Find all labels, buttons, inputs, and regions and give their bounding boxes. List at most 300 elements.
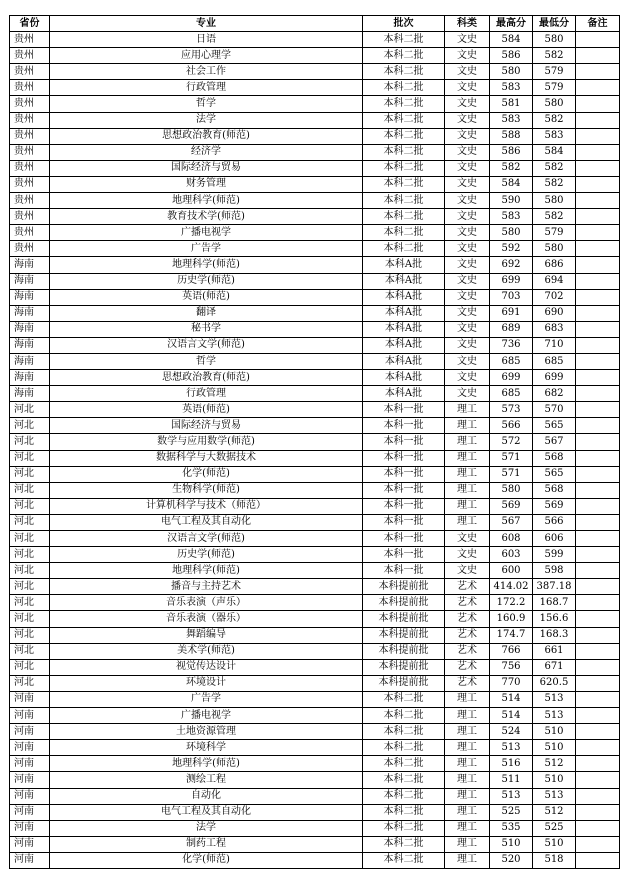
cell-min-score: 570 bbox=[533, 402, 576, 418]
cell-min-score: 584 bbox=[533, 144, 576, 160]
header-remarks: 备注 bbox=[576, 16, 620, 32]
cell-category: 文史 bbox=[445, 305, 490, 321]
cell-category: 理工 bbox=[445, 434, 490, 450]
cell-category: 文史 bbox=[445, 193, 490, 209]
cell-category: 文史 bbox=[445, 273, 490, 289]
cell-batch: 本科提前批 bbox=[363, 675, 445, 691]
cell-remarks bbox=[576, 289, 620, 305]
cell-batch: 本科A批 bbox=[363, 273, 445, 289]
cell-remarks bbox=[576, 627, 620, 643]
cell-province: 海南 bbox=[10, 386, 50, 402]
cell-province: 海南 bbox=[10, 305, 50, 321]
cell-max-score: 583 bbox=[490, 80, 533, 96]
table-row bbox=[10, 531, 620, 547]
cell-batch: 本科二批 bbox=[363, 820, 445, 836]
cell-category: 艺术 bbox=[445, 675, 490, 691]
cell-min-score: 702 bbox=[533, 289, 576, 305]
table-row bbox=[10, 482, 620, 498]
cell-max-score: 569 bbox=[490, 498, 533, 514]
cell-remarks bbox=[576, 321, 620, 337]
cell-remarks bbox=[576, 370, 620, 386]
cell-max-score: 524 bbox=[490, 724, 533, 740]
cell-province: 海南 bbox=[10, 337, 50, 353]
table-row bbox=[10, 418, 620, 434]
cell-category: 文史 bbox=[445, 160, 490, 176]
table-row bbox=[10, 611, 620, 627]
cell-max-score: 770 bbox=[490, 675, 533, 691]
cell-batch: 本科二批 bbox=[363, 176, 445, 192]
cell-remarks bbox=[576, 724, 620, 740]
header-province: 省份 bbox=[10, 16, 50, 32]
cell-batch: 本科A批 bbox=[363, 321, 445, 337]
cell-province: 贵州 bbox=[10, 112, 50, 128]
cell-province: 河南 bbox=[10, 691, 50, 707]
cell-category: 文史 bbox=[445, 96, 490, 112]
cell-min-score: 710 bbox=[533, 337, 576, 353]
cell-remarks bbox=[576, 176, 620, 192]
cell-remarks bbox=[576, 337, 620, 353]
cell-major: 制药工程 bbox=[50, 836, 363, 852]
cell-remarks bbox=[576, 402, 620, 418]
cell-batch: 本科一批 bbox=[363, 402, 445, 418]
cell-province: 贵州 bbox=[10, 193, 50, 209]
cell-category: 理工 bbox=[445, 804, 490, 820]
cell-remarks bbox=[576, 788, 620, 804]
cell-province: 贵州 bbox=[10, 80, 50, 96]
cell-category: 理工 bbox=[445, 820, 490, 836]
cell-major: 广告学 bbox=[50, 241, 363, 257]
cell-min-score: 682 bbox=[533, 386, 576, 402]
cell-category: 理工 bbox=[445, 514, 490, 530]
cell-max-score: 699 bbox=[490, 370, 533, 386]
cell-min-score: 580 bbox=[533, 241, 576, 257]
table-row bbox=[10, 353, 620, 369]
cell-batch: 本科一批 bbox=[363, 434, 445, 450]
cell-max-score: 566 bbox=[490, 418, 533, 434]
cell-batch: 本科二批 bbox=[363, 691, 445, 707]
table-row bbox=[10, 820, 620, 836]
cell-remarks bbox=[576, 820, 620, 836]
cell-category: 文史 bbox=[445, 337, 490, 353]
table-row bbox=[10, 257, 620, 273]
cell-min-score: 685 bbox=[533, 353, 576, 369]
cell-category: 文史 bbox=[445, 209, 490, 225]
cell-province: 海南 bbox=[10, 289, 50, 305]
table-row bbox=[10, 96, 620, 112]
cell-max-score: 535 bbox=[490, 820, 533, 836]
cell-remarks bbox=[576, 241, 620, 257]
cell-remarks bbox=[576, 450, 620, 466]
cell-remarks bbox=[576, 112, 620, 128]
cell-category: 艺术 bbox=[445, 627, 490, 643]
table-row bbox=[10, 836, 620, 852]
table-row bbox=[10, 80, 620, 96]
cell-min-score: 606 bbox=[533, 531, 576, 547]
cell-min-score: 512 bbox=[533, 756, 576, 772]
cell-province: 河北 bbox=[10, 611, 50, 627]
cell-batch: 本科A批 bbox=[363, 305, 445, 321]
cell-remarks bbox=[576, 434, 620, 450]
cell-min-score: 583 bbox=[533, 128, 576, 144]
cell-category: 理工 bbox=[445, 724, 490, 740]
cell-province: 贵州 bbox=[10, 160, 50, 176]
cell-remarks bbox=[576, 257, 620, 273]
cell-max-score: 736 bbox=[490, 337, 533, 353]
cell-max-score: 580 bbox=[490, 482, 533, 498]
cell-major: 自动化 bbox=[50, 788, 363, 804]
cell-category: 文史 bbox=[445, 289, 490, 305]
cell-category: 艺术 bbox=[445, 611, 490, 627]
cell-province: 河北 bbox=[10, 675, 50, 691]
cell-max-score: 174.7 bbox=[490, 627, 533, 643]
cell-remarks bbox=[576, 563, 620, 579]
cell-max-score: 571 bbox=[490, 450, 533, 466]
cell-category: 文史 bbox=[445, 353, 490, 369]
cell-batch: 本科二批 bbox=[363, 128, 445, 144]
cell-max-score: 583 bbox=[490, 112, 533, 128]
cell-remarks bbox=[576, 466, 620, 482]
cell-remarks bbox=[576, 144, 620, 160]
cell-major: 环境设计 bbox=[50, 675, 363, 691]
cell-remarks bbox=[576, 96, 620, 112]
cell-max-score: 584 bbox=[490, 176, 533, 192]
cell-batch: 本科提前批 bbox=[363, 643, 445, 659]
cell-category: 文史 bbox=[445, 112, 490, 128]
cell-min-score: 620.5 bbox=[533, 675, 576, 691]
cell-max-score: 692 bbox=[490, 257, 533, 273]
cell-major: 数学与应用数学(师范) bbox=[50, 434, 363, 450]
cell-batch: 本科一批 bbox=[363, 418, 445, 434]
cell-major: 电气工程及其自动化 bbox=[50, 514, 363, 530]
cell-major: 财务管理 bbox=[50, 176, 363, 192]
cell-min-score: 686 bbox=[533, 257, 576, 273]
cell-min-score: 156.6 bbox=[533, 611, 576, 627]
cell-max-score: 516 bbox=[490, 756, 533, 772]
cell-max-score: 756 bbox=[490, 659, 533, 675]
header-min-score: 最低分 bbox=[533, 16, 576, 32]
table-row bbox=[10, 321, 620, 337]
cell-province: 河南 bbox=[10, 788, 50, 804]
cell-province: 河北 bbox=[10, 643, 50, 659]
table-row bbox=[10, 434, 620, 450]
table-row bbox=[10, 772, 620, 788]
cell-remarks bbox=[576, 675, 620, 691]
cell-province: 河南 bbox=[10, 820, 50, 836]
cell-category: 理工 bbox=[445, 852, 490, 868]
cell-min-score: 582 bbox=[533, 48, 576, 64]
cell-province: 河北 bbox=[10, 402, 50, 418]
cell-major: 哲学 bbox=[50, 96, 363, 112]
cell-category: 文史 bbox=[445, 386, 490, 402]
cell-category: 理工 bbox=[445, 450, 490, 466]
table-row bbox=[10, 788, 620, 804]
cell-min-score: 512 bbox=[533, 804, 576, 820]
table-row bbox=[10, 64, 620, 80]
cell-batch: 本科二批 bbox=[363, 144, 445, 160]
table-row bbox=[10, 128, 620, 144]
table-row bbox=[10, 627, 620, 643]
table-header-row bbox=[10, 16, 620, 32]
table-row bbox=[10, 579, 620, 595]
cell-batch: 本科二批 bbox=[363, 740, 445, 756]
cell-category: 文史 bbox=[445, 32, 490, 48]
cell-remarks bbox=[576, 659, 620, 675]
cell-batch: 本科提前批 bbox=[363, 595, 445, 611]
cell-batch: 本科二批 bbox=[363, 772, 445, 788]
cell-batch: 本科A批 bbox=[363, 289, 445, 305]
cell-major: 秘书学 bbox=[50, 321, 363, 337]
cell-min-score: 510 bbox=[533, 836, 576, 852]
cell-remarks bbox=[576, 836, 620, 852]
cell-min-score: 580 bbox=[533, 32, 576, 48]
table-row bbox=[10, 691, 620, 707]
cell-max-score: 691 bbox=[490, 305, 533, 321]
cell-min-score: 579 bbox=[533, 64, 576, 80]
cell-remarks bbox=[576, 772, 620, 788]
cell-batch: 本科二批 bbox=[363, 48, 445, 64]
cell-remarks bbox=[576, 128, 620, 144]
cell-province: 贵州 bbox=[10, 176, 50, 192]
cell-major: 历史学(师范) bbox=[50, 273, 363, 289]
cell-category: 文史 bbox=[445, 257, 490, 273]
cell-min-score: 661 bbox=[533, 643, 576, 659]
cell-province: 贵州 bbox=[10, 209, 50, 225]
cell-major: 播音与主持艺术 bbox=[50, 579, 363, 595]
cell-max-score: 766 bbox=[490, 643, 533, 659]
cell-major: 广告学 bbox=[50, 691, 363, 707]
cell-min-score: 565 bbox=[533, 466, 576, 482]
cell-major: 英语(师范) bbox=[50, 402, 363, 418]
cell-batch: 本科一批 bbox=[363, 482, 445, 498]
cell-category: 文史 bbox=[445, 241, 490, 257]
cell-min-score: 513 bbox=[533, 691, 576, 707]
cell-min-score: 518 bbox=[533, 852, 576, 868]
cell-min-score: 568 bbox=[533, 482, 576, 498]
cell-max-score: 592 bbox=[490, 241, 533, 257]
cell-batch: 本科提前批 bbox=[363, 659, 445, 675]
cell-major: 哲学 bbox=[50, 353, 363, 369]
cell-major: 化学(师范) bbox=[50, 466, 363, 482]
cell-major: 化学(师范) bbox=[50, 852, 363, 868]
cell-max-score: 581 bbox=[490, 96, 533, 112]
cell-remarks bbox=[576, 160, 620, 176]
table-row bbox=[10, 804, 620, 820]
cell-remarks bbox=[576, 498, 620, 514]
table-row bbox=[10, 595, 620, 611]
cell-min-score: 387.18 bbox=[533, 579, 576, 595]
header-major: 专业 bbox=[50, 16, 363, 32]
cell-min-score: 566 bbox=[533, 514, 576, 530]
cell-province: 河南 bbox=[10, 836, 50, 852]
cell-batch: 本科二批 bbox=[363, 708, 445, 724]
cell-min-score: 694 bbox=[533, 273, 576, 289]
cell-province: 贵州 bbox=[10, 144, 50, 160]
cell-batch: 本科一批 bbox=[363, 466, 445, 482]
cell-batch: 本科二批 bbox=[363, 804, 445, 820]
cell-province: 贵州 bbox=[10, 48, 50, 64]
cell-max-score: 580 bbox=[490, 225, 533, 241]
admission-score-table bbox=[9, 15, 620, 869]
cell-category: 艺术 bbox=[445, 579, 490, 595]
cell-category: 文史 bbox=[445, 176, 490, 192]
cell-remarks bbox=[576, 273, 620, 289]
cell-major: 历史学(师范) bbox=[50, 547, 363, 563]
cell-remarks bbox=[576, 804, 620, 820]
cell-province: 河南 bbox=[10, 740, 50, 756]
cell-batch: 本科二批 bbox=[363, 80, 445, 96]
cell-major: 思想政治教育(师范) bbox=[50, 128, 363, 144]
table-row bbox=[10, 675, 620, 691]
cell-category: 理工 bbox=[445, 691, 490, 707]
cell-max-score: 603 bbox=[490, 547, 533, 563]
cell-category: 艺术 bbox=[445, 643, 490, 659]
cell-province: 河北 bbox=[10, 434, 50, 450]
cell-major: 舞蹈编导 bbox=[50, 627, 363, 643]
cell-batch: 本科A批 bbox=[363, 337, 445, 353]
cell-max-score: 586 bbox=[490, 144, 533, 160]
cell-major: 地理科学(师范) bbox=[50, 193, 363, 209]
cell-province: 河南 bbox=[10, 852, 50, 868]
cell-remarks bbox=[576, 691, 620, 707]
cell-max-score: 583 bbox=[490, 209, 533, 225]
cell-province: 海南 bbox=[10, 257, 50, 273]
cell-batch: 本科二批 bbox=[363, 788, 445, 804]
table-row bbox=[10, 144, 620, 160]
cell-province: 贵州 bbox=[10, 241, 50, 257]
cell-min-score: 567 bbox=[533, 434, 576, 450]
cell-province: 河南 bbox=[10, 724, 50, 740]
cell-max-score: 513 bbox=[490, 788, 533, 804]
cell-max-score: 582 bbox=[490, 160, 533, 176]
cell-province: 贵州 bbox=[10, 32, 50, 48]
cell-province: 河南 bbox=[10, 708, 50, 724]
table-row bbox=[10, 337, 620, 353]
cell-batch: 本科二批 bbox=[363, 96, 445, 112]
header-batch: 批次 bbox=[363, 16, 445, 32]
cell-remarks bbox=[576, 643, 620, 659]
cell-max-score: 703 bbox=[490, 289, 533, 305]
cell-min-score: 598 bbox=[533, 563, 576, 579]
table-row bbox=[10, 273, 620, 289]
cell-min-score: 690 bbox=[533, 305, 576, 321]
cell-min-score: 510 bbox=[533, 772, 576, 788]
cell-category: 文史 bbox=[445, 370, 490, 386]
cell-max-score: 580 bbox=[490, 64, 533, 80]
cell-max-score: 514 bbox=[490, 708, 533, 724]
cell-major: 地理科学(师范) bbox=[50, 257, 363, 273]
cell-province: 贵州 bbox=[10, 128, 50, 144]
cell-remarks bbox=[576, 611, 620, 627]
cell-province: 河北 bbox=[10, 482, 50, 498]
cell-category: 文史 bbox=[445, 531, 490, 547]
cell-province: 河南 bbox=[10, 804, 50, 820]
cell-remarks bbox=[576, 193, 620, 209]
cell-batch: 本科二批 bbox=[363, 32, 445, 48]
cell-province: 河北 bbox=[10, 418, 50, 434]
cell-min-score: 582 bbox=[533, 112, 576, 128]
cell-max-score: 689 bbox=[490, 321, 533, 337]
cell-batch: 本科二批 bbox=[363, 64, 445, 80]
cell-major: 土地资源管理 bbox=[50, 724, 363, 740]
cell-remarks bbox=[576, 80, 620, 96]
cell-max-score: 160.9 bbox=[490, 611, 533, 627]
cell-remarks bbox=[576, 209, 620, 225]
cell-max-score: 600 bbox=[490, 563, 533, 579]
cell-major: 地理科学(师范) bbox=[50, 756, 363, 772]
cell-major: 数据科学与大数据技术 bbox=[50, 450, 363, 466]
cell-major: 社会工作 bbox=[50, 64, 363, 80]
cell-major: 法学 bbox=[50, 820, 363, 836]
cell-max-score: 572 bbox=[490, 434, 533, 450]
cell-min-score: 580 bbox=[533, 193, 576, 209]
cell-category: 文史 bbox=[445, 321, 490, 337]
cell-major: 国际经济与贸易 bbox=[50, 418, 363, 434]
cell-batch: 本科提前批 bbox=[363, 627, 445, 643]
cell-batch: 本科二批 bbox=[363, 724, 445, 740]
cell-major: 教育技术学(师范) bbox=[50, 209, 363, 225]
cell-max-score: 511 bbox=[490, 772, 533, 788]
cell-category: 理工 bbox=[445, 498, 490, 514]
cell-min-score: 579 bbox=[533, 225, 576, 241]
cell-remarks bbox=[576, 64, 620, 80]
cell-min-score: 569 bbox=[533, 498, 576, 514]
cell-province: 河北 bbox=[10, 563, 50, 579]
cell-batch: 本科A批 bbox=[363, 257, 445, 273]
table-row bbox=[10, 466, 620, 482]
table-row bbox=[10, 852, 620, 868]
cell-province: 河北 bbox=[10, 579, 50, 595]
cell-major: 思想政治教育(师范) bbox=[50, 370, 363, 386]
cell-major: 测绘工程 bbox=[50, 772, 363, 788]
cell-batch: 本科二批 bbox=[363, 225, 445, 241]
cell-province: 河南 bbox=[10, 772, 50, 788]
table-row bbox=[10, 112, 620, 128]
cell-major: 电气工程及其自动化 bbox=[50, 804, 363, 820]
cell-major: 音乐表演（声乐） bbox=[50, 595, 363, 611]
cell-batch: 本科A批 bbox=[363, 370, 445, 386]
cell-category: 理工 bbox=[445, 402, 490, 418]
cell-major: 广播电视学 bbox=[50, 225, 363, 241]
table-row bbox=[10, 450, 620, 466]
cell-batch: 本科二批 bbox=[363, 209, 445, 225]
cell-category: 艺术 bbox=[445, 595, 490, 611]
cell-max-score: 573 bbox=[490, 402, 533, 418]
cell-category: 文史 bbox=[445, 128, 490, 144]
cell-major: 音乐表演（器乐） bbox=[50, 611, 363, 627]
cell-batch: 本科提前批 bbox=[363, 579, 445, 595]
cell-min-score: 525 bbox=[533, 820, 576, 836]
cell-min-score: 699 bbox=[533, 370, 576, 386]
table-row bbox=[10, 643, 620, 659]
cell-major: 国际经济与贸易 bbox=[50, 160, 363, 176]
cell-major: 生物科学(师范) bbox=[50, 482, 363, 498]
cell-min-score: 565 bbox=[533, 418, 576, 434]
table-row bbox=[10, 708, 620, 724]
cell-min-score: 671 bbox=[533, 659, 576, 675]
cell-min-score: 510 bbox=[533, 724, 576, 740]
cell-category: 文史 bbox=[445, 48, 490, 64]
cell-category: 理工 bbox=[445, 788, 490, 804]
cell-category: 文史 bbox=[445, 144, 490, 160]
cell-max-score: 571 bbox=[490, 466, 533, 482]
cell-min-score: 568 bbox=[533, 450, 576, 466]
table-row bbox=[10, 740, 620, 756]
cell-province: 海南 bbox=[10, 353, 50, 369]
cell-province: 河北 bbox=[10, 514, 50, 530]
cell-remarks bbox=[576, 353, 620, 369]
table-row bbox=[10, 386, 620, 402]
cell-category: 理工 bbox=[445, 740, 490, 756]
